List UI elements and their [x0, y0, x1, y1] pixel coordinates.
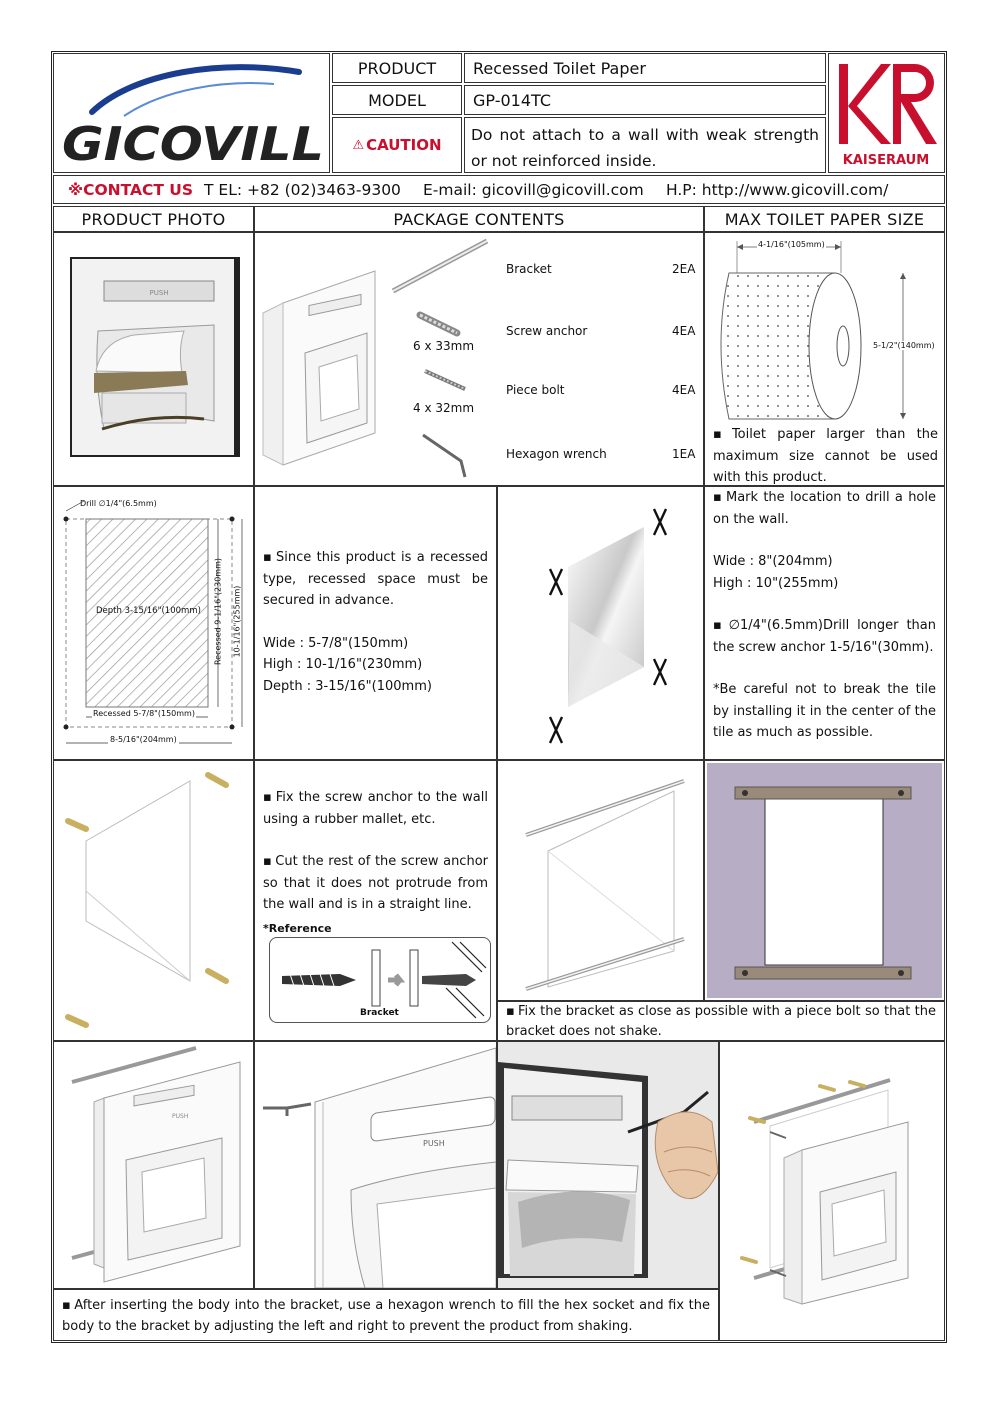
closeup-push-label: PUSH: [423, 1139, 445, 1148]
model-label: MODEL: [332, 85, 462, 115]
step5-text: ▪ After inserting the body into the bracket, use a hexagon wrench to fill the hex socket and fix the body to the bracket by adjusting the left and right to prevent the product from shaking.: [53, 1289, 719, 1341]
contact-bar: [53, 175, 945, 204]
contact-label: ※CONTACT US: [68, 180, 194, 199]
drill-marks-diagram: [497, 486, 704, 760]
diagram-push-label: PUSH: [172, 1113, 189, 1120]
step1-depth: Depth : 3-15/16"(100mm): [263, 678, 432, 694]
wrench-photo: [497, 1041, 719, 1289]
push-closeup-diagram: [254, 1041, 497, 1289]
caution-label-cell: [332, 117, 462, 173]
body-install-diagram: [53, 1041, 254, 1289]
step2-high: High : 10"(255mm): [713, 575, 839, 591]
package-item-name: Bracket: [506, 262, 552, 276]
recessed-width-label: Recessed 5-7/8"(150mm): [93, 709, 195, 718]
model-value: GP-014TC: [464, 85, 826, 115]
step3-text: [254, 760, 497, 1041]
contact-email: E-mail: gicovill@gicovill.com: [423, 180, 644, 199]
paper-note: ▪ Toilet paper larger than the maximum size cannot be used with this product.: [713, 424, 938, 489]
step3-fix: ▪ Fix the screw anchor to the wall using a rubber mallet, etc.: [263, 787, 488, 830]
gicovill-logo: [53, 53, 330, 173]
recessed-height-label: Recessed 9-1/16"(230mm): [213, 557, 223, 666]
max-paper-size-panel: [704, 232, 945, 486]
section-product-photo: PRODUCT PHOTO: [53, 206, 254, 232]
bracket-photo: [704, 760, 945, 1001]
contact-tel: T EL: +82 (02)3463-9300: [204, 180, 401, 199]
product-label: PRODUCT: [332, 53, 462, 83]
anchor-install-diagram: [53, 760, 254, 1041]
anchor-dims: 6 x 33mm: [413, 339, 475, 353]
bolt-dims: 4 x 32mm: [413, 401, 475, 415]
package-item-qty: 2EA: [672, 262, 696, 276]
reference-box: [269, 937, 491, 1023]
product-value: Recessed Toilet Paper: [464, 53, 826, 83]
paper-height-label: 5-1/2"(140mm): [873, 341, 935, 350]
step2-careful: *Be careful not to break the tile by installing it in the center of the tile as much as possible.: [713, 682, 936, 740]
step3-reference: *Reference: [263, 921, 332, 935]
step2-drill: ▪ ∅1/4"(6.5mm)Drill longer than the screw anchor 1-5/16"(30mm).: [713, 615, 936, 658]
total-height-label: 10-1/16"(255mm): [232, 585, 242, 658]
section-package-contents: PACKAGE CONTENTS: [254, 206, 704, 232]
warning-triangle-icon: ⚠: [352, 137, 365, 153]
reference-bracket-label: Bracket: [360, 1008, 399, 1018]
step2-wide: Wide : 8"(204mm): [713, 554, 833, 569]
package-item-qty: 4EA: [672, 324, 696, 338]
step4-text: ▪ Fix the bracket as close as possible with a piece bolt so that the bracket does not shake.: [497, 1001, 945, 1041]
recess-diagram: [53, 486, 254, 760]
package-item-name: Hexagon wrench: [506, 447, 607, 461]
step3-cut: ▪ Cut the rest of the screw anchor so that it does not protrude from the wall and is in a straight line.: [263, 851, 488, 916]
package-item-qty: 4EA: [672, 383, 696, 397]
package-item-name: Piece bolt: [506, 383, 565, 397]
product-photo: [53, 232, 254, 486]
bracket-install-diagram: [497, 760, 704, 1001]
caution-label: CAUTION: [366, 136, 442, 154]
section-max-size: MAX TOILET PAPER SIZE: [704, 206, 945, 232]
paper-width-label: 4-1/16"(105mm): [758, 240, 825, 249]
step2-mark: ▪ Mark the location to drill a hole on the wall.: [713, 487, 936, 530]
step1-intro: ▪ Since this product is a recessed type, recessed space must be secured in advance.: [263, 547, 488, 612]
drill-label: Drill ∅1/4"(6.5mm): [80, 499, 157, 508]
package-item-name: Screw anchor: [506, 324, 588, 338]
exploded-install-diagram: [719, 1041, 945, 1341]
package-item-qty: 1EA: [672, 447, 696, 461]
total-width-label: 8-5/16"(204mm): [110, 735, 177, 744]
caution-value: Do not attach to a wall with weak strength or not reinforced inside.: [464, 117, 826, 173]
step2-text: [704, 486, 945, 760]
brand-name: GICOVILL: [62, 117, 324, 171]
brand-sub: KAISERAUM: [842, 153, 930, 168]
kaiseraum-logo: [828, 53, 945, 173]
contact-hp: H.P: http://www.gicovill.com/: [666, 180, 889, 199]
step1-wide: Wide : 5-7/8"(150mm): [263, 635, 409, 651]
package-contents-panel: [254, 232, 704, 486]
depth-label: Depth 3-15/16"(100mm): [96, 606, 201, 616]
step1-high: High : 10-1/16"(230mm): [263, 657, 423, 672]
photo-push-label: PUSH: [149, 289, 169, 297]
step1-text: [254, 486, 497, 760]
